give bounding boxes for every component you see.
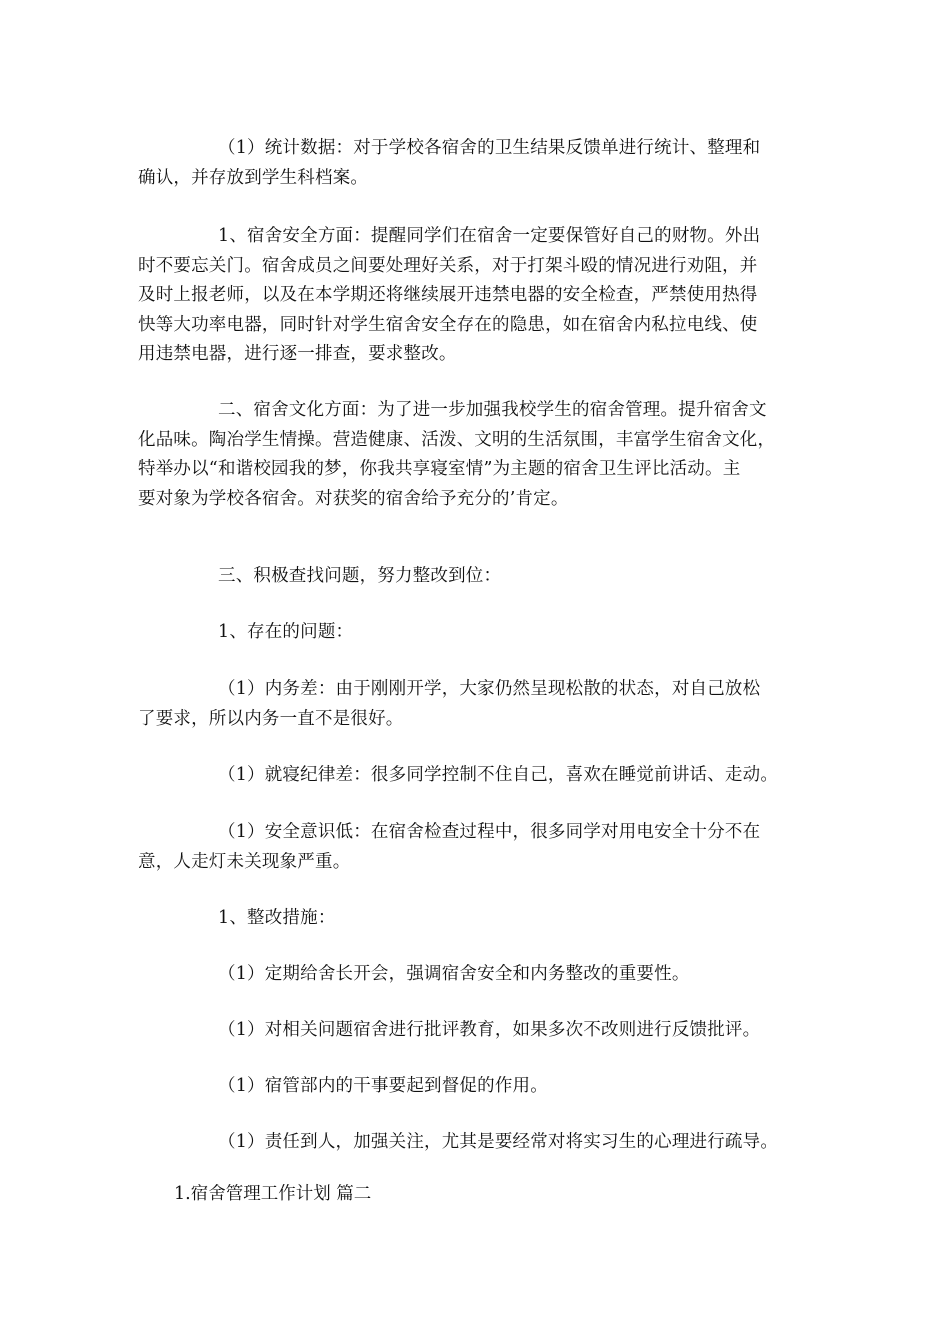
paragraph-line: 1、存在的问题： [218, 622, 354, 642]
paragraph-line: 及时上报老师，以及在本学期还将继续展开违禁电器的安全检查，严禁使用热得 [138, 285, 758, 305]
paragraph-line: 确认，并存放到学生科档案。 [138, 167, 369, 188]
paragraph-bedtime-discipline [138, 761, 818, 791]
paragraph-line: 化品味。陶冶学生情操。营造健康、活泼、文明的生活氛围，丰富学生宿舍文化， [138, 429, 776, 450]
paragraph-find-problems [138, 562, 818, 592]
paragraph-line: 1、宿舍安全方面：提醒同学们在宿舍一定要保管好自己的财物。外出 [218, 226, 761, 246]
paragraph-line: 时不要忘关门。宿舍成员之间要处理好关系，对于打架斗殴的情况进行劝阻，并 [138, 255, 758, 276]
paragraph-line: （1）就寝纪律差：很多同学控制不住自己，喜欢在睡觉前讲话、走动。 [218, 765, 779, 785]
paragraph-line: 特举办以“和谐校园我的梦，你我共享寝室情”为主题的宿舍卫生评比活动。主 [138, 459, 741, 479]
paragraph-line: （1）安全意识低：在宿舍检查过程中，很多同学对用电安全十分不在 [218, 822, 761, 842]
paragraph-line: 要对象为学校各宿舍。对获奖的宿舍给予充分的’肯定。 [138, 488, 569, 509]
paragraph-housekeeping [138, 675, 818, 734]
paragraph-line: （1）定期给舍长开会，强调宿舍安全和内务整改的重要性。 [218, 964, 690, 984]
paragraph-line: （1）内务差：由于刚刚开学，大家仍然呈现松散的状态，对自己放松 [218, 679, 761, 699]
paragraph-line: 用违禁电器，进行逐一排查，要求整改。 [138, 344, 457, 364]
paragraph-measure-responsibility [138, 1128, 818, 1158]
paragraph-measure-criticism [138, 1016, 818, 1046]
paragraph-measure-supervision [138, 1072, 818, 1102]
paragraph-safety-awareness [138, 818, 818, 877]
paragraph-line: 三、积极查找问题，努力整改到位： [218, 566, 502, 586]
paragraph-rectification [138, 904, 818, 934]
paragraph-measure-meeting [138, 960, 818, 990]
paragraph-dorm-culture [138, 396, 818, 514]
paragraph-line: 意，人走灯未关现象严重。 [138, 851, 351, 872]
paragraph-line: （1）宿管部内的干事要起到督促的作用。 [218, 1076, 548, 1096]
paragraph-line: （1）责任到人，加强关注，尤其是要经常对将实习生的心理进行疏导。 [218, 1132, 779, 1152]
paragraph-line: （1）对相关问题宿舍进行批评教育，如果多次不改则进行反馈批评。 [218, 1020, 761, 1040]
paragraph-line: （1）统计数据：对于学校各宿舍的卫生结果反馈单进行统计、整理和 [218, 138, 761, 158]
paragraph-statistics [138, 134, 818, 193]
paragraph-existing-problems [138, 618, 818, 648]
paragraph-line: 二、宿舍文化方面：为了进一步加强我校学生的宿舍管理。提升宿舍文 [218, 400, 767, 420]
paragraph-line: 快等大功率电器，同时针对学生宿舍安全存在的隐患，如在宿舍内私拉电线、使 [138, 314, 758, 335]
section-heading: 1.宿舍管理工作计划 篇二 [174, 1184, 372, 1204]
paragraph-dorm-safety [138, 222, 818, 370]
paragraph-line: 了要求，所以内务一直不是很好。 [138, 708, 404, 729]
paragraph-line: 1、整改措施： [218, 908, 336, 928]
